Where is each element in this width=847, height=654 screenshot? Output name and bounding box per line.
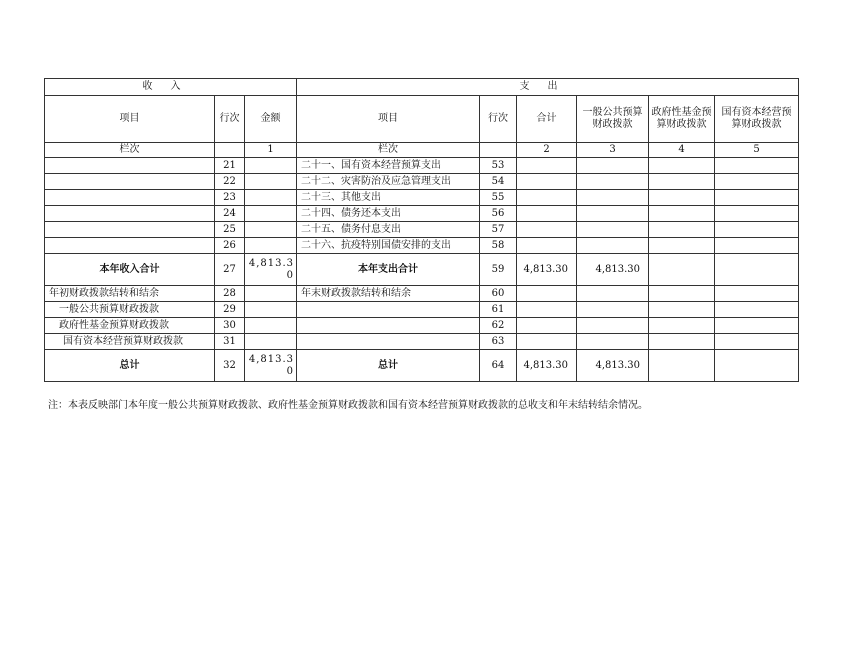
soe-value xyxy=(715,158,799,174)
expense-item: 二十一、国有资本经营预算支出 xyxy=(297,158,480,174)
col-income-amount: 金额 xyxy=(245,96,297,143)
expense-item: 二十五、债务付息支出 xyxy=(297,222,480,238)
income-item: 总计 xyxy=(45,350,215,382)
general-value xyxy=(577,286,649,302)
fund-value xyxy=(649,302,715,318)
footnote: 注：本表反映部门本年度一般公共预算财政拨款、政府性基金预算财政拨款和国有资本经营预算财政拨款的总收支和年末结转结余情况。 xyxy=(48,400,648,411)
expense-line: 54 xyxy=(480,174,517,190)
index-fund-no: 4 xyxy=(649,143,715,158)
expense-line: 58 xyxy=(480,238,517,254)
table-row xyxy=(45,286,799,302)
expense-item: 二十六、抗疫特别国债安排的支出 xyxy=(297,238,480,254)
index-general-no: 3 xyxy=(577,143,649,158)
total-value xyxy=(517,174,577,190)
income-line: 24 xyxy=(215,206,245,222)
soe-value xyxy=(715,190,799,206)
table-row xyxy=(45,238,799,254)
general-value xyxy=(577,174,649,190)
general-value xyxy=(577,190,649,206)
col-total: 合计 xyxy=(517,96,577,143)
soe-value xyxy=(715,350,799,382)
income-item: 本年收入合计 xyxy=(45,254,215,286)
general-value: 4,813.30 xyxy=(577,254,649,286)
income-line: 28 xyxy=(215,286,245,302)
expense-line: 61 xyxy=(480,302,517,318)
income-item xyxy=(45,158,215,174)
expense-header: 支出 xyxy=(297,79,799,96)
index-label-right: 栏次 xyxy=(297,143,480,158)
col-fund: 政府性基金预算财政拨款 xyxy=(649,96,715,143)
total-value xyxy=(517,190,577,206)
expense-item: 年末财政拨款结转和结余 xyxy=(297,286,480,302)
income-line: 30 xyxy=(215,318,245,334)
expense-line: 56 xyxy=(480,206,517,222)
soe-value xyxy=(715,318,799,334)
expense-line: 63 xyxy=(480,334,517,350)
income-item: 一般公共预算财政拨款 xyxy=(45,302,215,318)
table-row xyxy=(45,318,799,334)
total-value xyxy=(517,222,577,238)
general-value xyxy=(577,206,649,222)
income-amount xyxy=(245,334,297,350)
expense-item: 二十二、灾害防治及应急管理支出 xyxy=(297,174,480,190)
expense-item: 本年支出合计 xyxy=(297,254,480,286)
general-value xyxy=(577,158,649,174)
expense-item: 总计 xyxy=(297,350,480,382)
income-line: 21 xyxy=(215,158,245,174)
income-item xyxy=(45,206,215,222)
expense-line: 60 xyxy=(480,286,517,302)
income-amount xyxy=(245,238,297,254)
income-line: 23 xyxy=(215,190,245,206)
soe-value xyxy=(715,334,799,350)
income-item: 年初财政拨款结转和结余 xyxy=(45,286,215,302)
expense-item xyxy=(297,334,480,350)
col-income-line: 行次 xyxy=(215,96,245,143)
income-line: 29 xyxy=(215,302,245,318)
income-amount xyxy=(245,206,297,222)
index-label-left: 栏次 xyxy=(45,143,215,158)
soe-value xyxy=(715,206,799,222)
fund-value xyxy=(649,350,715,382)
total-value xyxy=(517,334,577,350)
total-value xyxy=(517,158,577,174)
table-row xyxy=(45,206,799,222)
col-expense-item: 项目 xyxy=(297,96,480,143)
general-value xyxy=(577,238,649,254)
table-row xyxy=(45,302,799,318)
general-value xyxy=(577,302,649,318)
expense-line: 62 xyxy=(480,318,517,334)
index-amount-no: 1 xyxy=(245,143,297,158)
expense-line: 55 xyxy=(480,190,517,206)
fund-value xyxy=(649,318,715,334)
total-value: 4,813.30 xyxy=(517,254,577,286)
total-value xyxy=(517,238,577,254)
income-amount xyxy=(245,286,297,302)
col-general: 一般公共预算财政拨款 xyxy=(577,96,649,143)
income-item xyxy=(45,222,215,238)
table-row xyxy=(45,174,799,190)
table-row xyxy=(45,334,799,350)
soe-value xyxy=(715,174,799,190)
expense-line: 57 xyxy=(480,222,517,238)
budget-table xyxy=(44,78,799,382)
table-row xyxy=(45,254,799,286)
income-item xyxy=(45,238,215,254)
table-row xyxy=(45,158,799,174)
income-line: 26 xyxy=(215,238,245,254)
soe-value xyxy=(715,222,799,238)
income-amount xyxy=(245,222,297,238)
soe-value xyxy=(715,286,799,302)
index-soe-no: 5 xyxy=(715,143,799,158)
table-row xyxy=(45,190,799,206)
col-income-item: 项目 xyxy=(45,96,215,143)
expense-line: 59 xyxy=(480,254,517,286)
income-line: 22 xyxy=(215,174,245,190)
table-row xyxy=(45,222,799,238)
col-soe: 国有资本经营预算财政拨款 xyxy=(715,96,799,143)
fund-value xyxy=(649,286,715,302)
expense-item xyxy=(297,302,480,318)
income-line: 32 xyxy=(215,350,245,382)
expense-line: 53 xyxy=(480,158,517,174)
expense-item xyxy=(297,318,480,334)
income-item: 国有资本经营预算财政拨款 xyxy=(45,334,215,350)
fund-value xyxy=(649,158,715,174)
income-amount xyxy=(245,190,297,206)
total-value xyxy=(517,206,577,222)
income-amount xyxy=(245,174,297,190)
total-value: 4,813.30 xyxy=(517,350,577,382)
income-line: 25 xyxy=(215,222,245,238)
fund-value xyxy=(649,206,715,222)
income-item xyxy=(45,190,215,206)
expense-item: 二十三、其他支出 xyxy=(297,190,480,206)
total-value xyxy=(517,318,577,334)
general-value: 4,813.30 xyxy=(577,350,649,382)
soe-value xyxy=(715,254,799,286)
soe-value xyxy=(715,302,799,318)
general-value xyxy=(577,222,649,238)
fund-value xyxy=(649,334,715,350)
total-value xyxy=(517,286,577,302)
fund-value xyxy=(649,190,715,206)
income-amount: 4,813.30 xyxy=(245,254,297,286)
fund-value xyxy=(649,222,715,238)
col-expense-line: 行次 xyxy=(480,96,517,143)
expense-item: 二十四、债务还本支出 xyxy=(297,206,480,222)
expense-line: 64 xyxy=(480,350,517,382)
income-line: 27 xyxy=(215,254,245,286)
index-total-no: 2 xyxy=(517,143,577,158)
table-row xyxy=(45,350,799,382)
income-amount: 4,813.30 xyxy=(245,350,297,382)
general-value xyxy=(577,334,649,350)
income-item xyxy=(45,174,215,190)
general-value xyxy=(577,318,649,334)
income-amount xyxy=(245,302,297,318)
total-value xyxy=(517,302,577,318)
income-amount xyxy=(245,158,297,174)
fund-value xyxy=(649,238,715,254)
fund-value xyxy=(649,254,715,286)
income-line: 31 xyxy=(215,334,245,350)
income-item: 政府性基金预算财政拨款 xyxy=(45,318,215,334)
index-line-right xyxy=(480,143,517,158)
income-amount xyxy=(245,318,297,334)
fund-value xyxy=(649,174,715,190)
index-line-left xyxy=(215,143,245,158)
soe-value xyxy=(715,238,799,254)
income-header: 收入 xyxy=(45,79,297,96)
